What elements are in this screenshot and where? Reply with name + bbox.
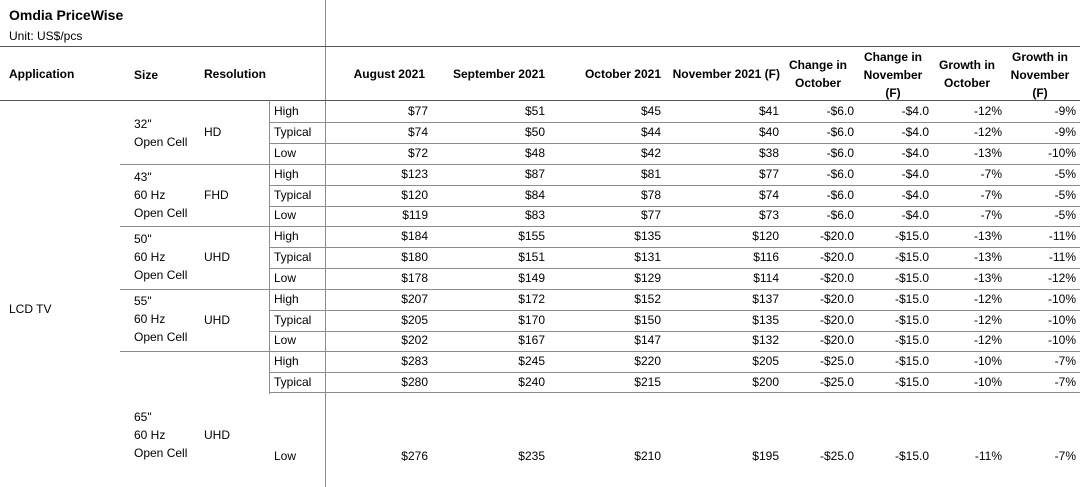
- change-nov-cell: -$15.0: [894, 449, 929, 463]
- group-resolution-label: UHD: [204, 313, 230, 327]
- oct-price-cell: $210: [634, 449, 661, 463]
- change-oct-cell: -$25.0: [819, 354, 854, 368]
- change-nov-cell: -$15.0: [894, 271, 929, 285]
- row-separator: [269, 185, 1080, 186]
- row-separator: [120, 351, 1080, 352]
- aug-price-cell: $120: [401, 188, 428, 202]
- aug-price-cell: $184: [401, 229, 428, 243]
- sep-price-cell: $48: [524, 146, 545, 160]
- nov-price-cell: $77: [758, 167, 779, 181]
- change-oct-cell: -$25.0: [819, 375, 854, 389]
- growth-oct-cell: -12%: [973, 292, 1002, 306]
- price-level-cell: Low: [274, 449, 297, 463]
- change-nov-cell: -$4.0: [901, 188, 929, 202]
- growth-nov-cell: -5%: [1054, 167, 1076, 181]
- oct-price-cell: $78: [640, 188, 661, 202]
- row-separator: [269, 372, 1080, 373]
- group-size-label: 55" 60 Hz Open Cell: [134, 294, 188, 344]
- sep-price-cell: $170: [518, 313, 545, 327]
- growth-oct-cell: -11%: [974, 449, 1002, 463]
- price-level-cell: Typical: [274, 250, 312, 264]
- sep-price-cell: $50: [524, 125, 545, 139]
- group-resolution-label: HD: [204, 125, 222, 139]
- price-level-cell: High: [274, 229, 299, 243]
- row-separator: [120, 289, 1080, 290]
- change-nov-cell: -$15.0: [894, 313, 929, 327]
- growth-nov-cell: -11%: [1048, 229, 1076, 243]
- oct-price-cell: $215: [634, 375, 661, 389]
- nov-price-cell: $205: [752, 354, 779, 368]
- oct-price-cell: $131: [634, 250, 661, 264]
- report-title: Omdia PriceWise: [9, 7, 124, 23]
- price-level-cell: Typical: [274, 375, 312, 389]
- row-separator: [269, 247, 1080, 248]
- growth-nov-cell: -10%: [1047, 146, 1076, 160]
- growth-nov-cell: -9%: [1054, 125, 1076, 139]
- price-level-cell: Low: [274, 333, 297, 347]
- aug-price-cell: $280: [401, 375, 428, 389]
- row-separator: [269, 392, 1080, 393]
- growth-nov-cell: -9%: [1054, 104, 1076, 118]
- oct-price-cell: $81: [640, 167, 661, 181]
- aug-price-cell: $276: [401, 449, 428, 463]
- change-oct-cell: -$25.0: [819, 449, 854, 463]
- sep-price-cell: $87: [524, 167, 545, 181]
- change-nov-cell: -$4.0: [901, 208, 929, 222]
- change-nov-cell: -$15.0: [894, 250, 929, 264]
- growth-nov-cell: -10%: [1047, 292, 1076, 306]
- growth-nov-cell: -7%: [1054, 449, 1076, 463]
- left-panel-divider: [325, 0, 326, 487]
- growth-oct-cell: -7%: [980, 208, 1002, 222]
- price-level-cell: Typical: [274, 313, 312, 327]
- change-oct-cell: -$20.0: [819, 292, 854, 306]
- aug-price-cell: $123: [401, 167, 428, 181]
- growth-nov-cell: -5%: [1054, 188, 1076, 202]
- sep-price-cell: $172: [518, 292, 545, 306]
- nov-price-cell: $38: [758, 146, 779, 160]
- change-oct-cell: -$6.0: [826, 125, 854, 139]
- price-level-cell: Low: [274, 146, 297, 160]
- change-nov-cell: -$15.0: [894, 229, 929, 243]
- nov-price-cell: $195: [752, 449, 779, 463]
- row-separator: [120, 164, 1080, 165]
- group-size-label: 43" 60 Hz Open Cell: [134, 170, 188, 220]
- growth-nov-cell: -12%: [1047, 271, 1076, 285]
- header-september-2021: September 2021: [452, 67, 545, 81]
- oct-price-cell: $220: [634, 354, 661, 368]
- aug-price-cell: $72: [407, 146, 428, 160]
- change-oct-cell: -$6.0: [826, 104, 854, 118]
- change-oct-cell: -$6.0: [826, 146, 854, 160]
- growth-oct-cell: -10%: [973, 375, 1002, 389]
- header-change-october: Change in October: [788, 58, 847, 90]
- aug-price-cell: $119: [402, 208, 428, 222]
- sep-price-cell: $51: [524, 104, 545, 118]
- nov-price-cell: $74: [758, 188, 779, 202]
- header-resolution: Resolution: [204, 67, 266, 81]
- sep-price-cell: $167: [518, 333, 545, 347]
- oct-price-cell: $152: [634, 292, 661, 306]
- group-size-label: 65" 60 Hz Open Cell: [134, 410, 188, 460]
- growth-oct-cell: -13%: [973, 229, 1002, 243]
- change-nov-cell: -$4.0: [901, 104, 929, 118]
- unit-label: Unit: US$/pcs: [9, 29, 83, 43]
- price-level-cell: Low: [274, 271, 297, 285]
- nov-price-cell: $114: [753, 271, 779, 285]
- change-nov-cell: -$15.0: [894, 292, 929, 306]
- nov-price-cell: $132: [752, 333, 779, 347]
- aug-price-cell: $202: [401, 333, 428, 347]
- nov-price-cell: $135: [752, 313, 779, 327]
- growth-nov-cell: -10%: [1047, 333, 1076, 347]
- growth-oct-cell: -13%: [973, 146, 1002, 160]
- change-nov-cell: -$4.0: [901, 167, 929, 181]
- oct-price-cell: $150: [634, 313, 661, 327]
- header-october-2021: October 2021: [584, 67, 661, 81]
- sep-price-cell: $149: [518, 271, 545, 285]
- price-level-cell: Typical: [274, 125, 312, 139]
- header-august-2021: August 2021: [353, 67, 425, 81]
- oct-price-cell: $42: [640, 146, 661, 160]
- oct-price-cell: $135: [634, 229, 661, 243]
- oct-price-cell: $147: [634, 333, 661, 347]
- header-application: Application: [9, 67, 75, 81]
- change-nov-cell: -$15.0: [894, 354, 929, 368]
- oct-price-cell: $129: [634, 271, 661, 285]
- growth-oct-cell: -7%: [980, 167, 1002, 181]
- change-oct-cell: -$6.0: [826, 167, 854, 181]
- aug-price-cell: $207: [401, 292, 428, 306]
- group-size-label: 50" 60 Hz Open Cell: [134, 232, 188, 282]
- nov-price-cell: $120: [752, 229, 779, 243]
- group-size-label: 32" Open Cell: [134, 117, 188, 149]
- header-change-november: Change in November (F): [863, 50, 923, 100]
- growth-nov-cell: -7%: [1054, 375, 1076, 389]
- row-separator: [269, 143, 1080, 144]
- price-level-cell: High: [274, 104, 299, 118]
- growth-nov-cell: -5%: [1054, 208, 1076, 222]
- row-separator: [269, 122, 1080, 123]
- aug-price-cell: $205: [401, 313, 428, 327]
- group-resolution-label: UHD: [204, 250, 230, 264]
- change-oct-cell: -$6.0: [826, 188, 854, 202]
- group-resolution-label: FHD: [204, 188, 229, 202]
- aug-price-cell: $74: [407, 125, 428, 139]
- row-separator: [269, 310, 1080, 311]
- change-oct-cell: -$20.0: [819, 333, 854, 347]
- growth-nov-cell: -10%: [1047, 313, 1076, 327]
- row-separator: [269, 206, 1080, 207]
- price-level-cell: Low: [274, 208, 297, 222]
- row-separator: [269, 268, 1080, 269]
- price-level-cell: High: [274, 354, 299, 368]
- change-nov-cell: -$4.0: [901, 146, 929, 160]
- nov-price-cell: $40: [758, 125, 779, 139]
- change-oct-cell: -$20.0: [819, 271, 854, 285]
- oct-price-cell: $45: [640, 104, 661, 118]
- change-nov-cell: -$4.0: [901, 125, 929, 139]
- nov-price-cell: $73: [758, 208, 779, 222]
- sep-price-cell: $245: [518, 354, 545, 368]
- header-top-border: [0, 46, 1080, 47]
- group-resolution-label: UHD: [204, 428, 230, 442]
- application-label: LCD TV: [9, 302, 52, 316]
- sep-price-cell: $83: [524, 208, 545, 222]
- growth-nov-cell: -11%: [1048, 250, 1076, 264]
- oct-price-cell: $77: [640, 208, 661, 222]
- price-level-cell: High: [274, 292, 299, 306]
- aug-price-cell: $283: [401, 354, 428, 368]
- growth-oct-cell: -12%: [973, 313, 1002, 327]
- growth-oct-cell: -12%: [973, 333, 1002, 347]
- growth-oct-cell: -13%: [973, 250, 1002, 264]
- growth-oct-cell: -10%: [973, 354, 1002, 368]
- price-level-cell: High: [274, 167, 299, 181]
- change-nov-cell: -$15.0: [894, 333, 929, 347]
- header-growth-november: Growth in November (F): [1010, 50, 1070, 100]
- row-separator: [269, 331, 1080, 332]
- growth-nov-cell: -7%: [1054, 354, 1076, 368]
- price-level-cell: Typical: [274, 188, 312, 202]
- header-growth-october: Growth in October: [939, 58, 995, 90]
- sep-price-cell: $235: [518, 449, 545, 463]
- growth-oct-cell: -7%: [980, 188, 1002, 202]
- change-oct-cell: -$20.0: [819, 229, 854, 243]
- nov-price-cell: $137: [752, 292, 779, 306]
- growth-oct-cell: -12%: [973, 125, 1002, 139]
- sep-price-cell: $84: [524, 188, 545, 202]
- nov-price-cell: $200: [752, 375, 779, 389]
- aug-price-cell: $180: [401, 250, 428, 264]
- row-separator: [120, 226, 1080, 227]
- nov-price-cell: $116: [753, 250, 779, 264]
- change-oct-cell: -$6.0: [826, 208, 854, 222]
- header-november-2021: November 2021 (F): [672, 67, 780, 81]
- growth-oct-cell: -13%: [973, 271, 1002, 285]
- header-size: Size: [134, 68, 159, 82]
- nov-price-cell: $41: [758, 104, 779, 118]
- growth-oct-cell: -12%: [973, 104, 1002, 118]
- change-oct-cell: -$20.0: [819, 250, 854, 264]
- aug-price-cell: $77: [407, 104, 428, 118]
- change-nov-cell: -$15.0: [894, 375, 929, 389]
- sep-price-cell: $240: [518, 375, 545, 389]
- sep-price-cell: $151: [518, 250, 545, 264]
- aug-price-cell: $178: [401, 271, 428, 285]
- change-oct-cell: -$20.0: [819, 313, 854, 327]
- sep-price-cell: $155: [518, 229, 545, 243]
- oct-price-cell: $44: [640, 125, 661, 139]
